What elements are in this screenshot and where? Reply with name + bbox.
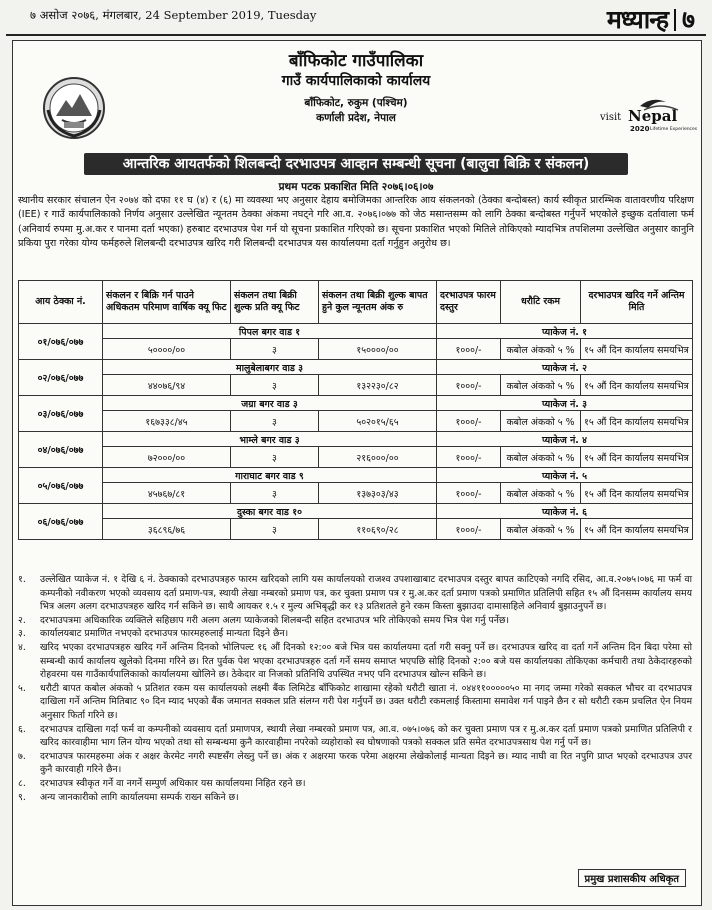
col-header-rate: संकलन तथा बिक्री शुल्क प्रति क्यू फिट — [231, 281, 319, 324]
cell-deadline: १५ औं दिन कार्यालय समयभित्र — [581, 375, 693, 396]
table-row — [19, 483, 693, 504]
header-rule — [6, 34, 706, 36]
page-number: ७ — [681, 5, 694, 34]
cell-deadline: १५ औं दिन कार्यालय समयभित्र — [581, 447, 693, 468]
note-text: उल्लेखित प्याकेज नं. १ देखि ६ नं. ठेक्काको दरभाउपत्रहरु फारम खरिदको लागि यस कार्यालयको राजश्व उपशाखाबाट दरभाउपत्र दस्तुर बापत काटिएको नगदि रसिद, आ.व.२०७५।०७६ मा फर्म वा कम्पनीको नवीकरण भएको व्यवसाय दर्ता प्रमाण-पत्र, स्थायी लेखा नम्बरको प्रमाण पत्र, कर चुक्ता प्रमाण पत्र र मु.अ.कर दर्ता प्रमाण पत्रको प्रमाणित प्रतिलिपी सहित १५ औं दिनसम्म कार्यालय समय भित्र अलग अलग दरभाउपत्रहरु खरिद गर्न सकिने छ। साथै आयकर १.५ र मुल्य अभिबृद्धी कर १३ प्रतिशतले हुने रकम किस्ता बुझाउदा दामासाहिले अनिवार्य बुझाउनुपर्ने छ। — [40, 574, 692, 613]
cell-quantity: ५००००/०० — [103, 339, 231, 360]
col-header-form-fee: दरभाउपत्र फारम दस्तुर — [437, 281, 501, 324]
cell-form-fee: १०००/- — [437, 375, 501, 396]
table-row-package — [19, 360, 693, 375]
cell-contract-no: ०२/०७६/०७७ — [19, 360, 103, 396]
cell-contract-no: ०१/०७६/०७७ — [19, 324, 103, 360]
cell-contract-no: ०५/०७६/०७७ — [19, 468, 103, 504]
cell-total: १३७३०३/४३ — [319, 483, 437, 504]
note-text: दरभाउपत्र फारमहरुमा अंक र अक्षर केरमेट नगरी स्पष्टसँग लेख्नु पर्ने छ। अंक र अक्षरमा फरक परेमा अक्षरमा लेखेकोलाई मान्यता दिइने छ। म्याद नाघी वा रित नपुगि प्राप्त भएको दरभाउपत्र उपर कुनै कारवाही गरिने छैन। — [40, 750, 692, 776]
cell-form-fee: १०००/- — [437, 447, 501, 468]
note-number: ५. — [18, 682, 26, 694]
cell-form-fee: १०००/- — [437, 483, 501, 504]
table-body — [19, 324, 693, 540]
office-subtitle: गाउँ कार्यपालिकाको कार्यालय — [281, 73, 431, 89]
cell-contract-no: ०६/०७६/०७७ — [19, 504, 103, 540]
cell-site: भाम्ले बगर वाड ३ — [103, 432, 437, 447]
terms-list — [18, 573, 692, 804]
note-text: धरौटी बापत कबोल अंकको ५ प्रतिशत रकम यस कार्यालयको लक्ष्मी बैंक लिमिटेड बाँफिकोट शाखामा रहेको धरौटी खाता नं. ०४४११०००००५० मा नगद जम्मा गरेको सक्कल भौचर वा दरभाउपत्र दाखिला गर्ने अन्तिम मितिबाट ९० दिन म्याद भएको बैंक जमानत सक्कल प्रति संलग्न गरी पेश गर्नुपर्ने छ। उक्त धरौटी रकमलाई किस्तामा समावेश गर्न पाइने छैन र सो धरौटी रकम प्रचलित ऐन नियम अनुसार फिर्ता गरिने छ। — [40, 682, 692, 721]
cell-total: १३२२३०/८२ — [319, 375, 437, 396]
table-row-package — [19, 468, 693, 483]
note-number: १. — [18, 574, 26, 585]
list-item — [18, 614, 692, 628]
table-row — [19, 447, 693, 468]
cell-total: ५०२०१५/६५ — [319, 411, 437, 432]
cell-rate: ३ — [231, 447, 319, 468]
office-address-line2: कर्णाली प्रदेश, नेपाल — [316, 112, 396, 124]
newspaper-masthead — [607, 2, 694, 36]
cell-package: प्याकेज नं. ५ — [437, 468, 693, 483]
note-number: ९. — [18, 791, 26, 803]
col-header-contract-no: आय ठेक्का नं. — [19, 281, 103, 324]
cell-total: १५००००/०० — [319, 339, 437, 360]
cell-rate: ३ — [231, 483, 319, 504]
cell-deposit: कबोल अंकको ५ % — [501, 519, 581, 540]
col-header-deadline: दरभाउपत्र खरिद गर्ने अन्तिम मिति — [581, 281, 693, 324]
list-item — [18, 723, 692, 750]
list-item — [18, 573, 692, 614]
cell-site: पिपल बगर वाड १ — [103, 324, 437, 339]
list-item — [18, 682, 692, 723]
cell-rate: ३ — [231, 411, 319, 432]
note-number: ७. — [18, 750, 26, 762]
cell-form-fee: १०००/- — [437, 519, 501, 540]
cell-package: प्याकेज नं. २ — [437, 360, 693, 375]
cell-quantity: १६७३३८/४५ — [103, 411, 231, 432]
visit-year: 2020 — [630, 125, 650, 133]
cell-total: २१६०००/०० — [319, 447, 437, 468]
cell-deposit: कबोल अंकको ५ % — [501, 411, 581, 432]
cell-package: प्याकेज नं. ६ — [437, 504, 693, 519]
note-number: ४. — [18, 641, 26, 653]
col-header-quantity: संकलन र बिक्रि गर्न पाउने अधिकतम परिमाण वार्षिक क्यू फिट — [103, 281, 231, 324]
note-number: २. — [18, 614, 26, 626]
cell-rate: ३ — [231, 519, 319, 540]
visit-word: visit — [600, 112, 622, 123]
cell-package: प्याकेज नं. १ — [437, 324, 693, 339]
cell-deadline: १५ औं दिन कार्यालय समयभित्र — [581, 483, 693, 504]
masthead-divider — [674, 9, 676, 31]
note-text: खरिद भएका दरभाउपत्रहरु खरिद गर्ने अन्तिम दिनको भोलिपल्ट १६ औं दिनको १२:०० बजे भित्र यस कार्यालयमा दर्ता गरी सक्नु पर्ने छ। दरभाउपत्र खरिद वा दर्ता गर्ने अन्तिम दिन बिदा परेमा सो सम्बन्धी कार्य कार्यालय खुलेको दिनमा गरिने छ। रित पुर्वक पेश भएका दरभाउपत्रहरु दर्ता गर्ने समय समाप्त भएपछि सोहि दिनको २:०० बजे यस कार्यालयका तोकिएका कर्मचारी तथा ठेकेदारहरुको रोहवरमा यस गाउँकार्यपालिकाको कार्यालयमा खोलिने छ। ठेकेदार वा निजको प्रतिनिधि उपस्थित नभए पनि दरभाउपत्र खोल्न सकिने छ। — [40, 641, 692, 681]
cell-rate: ३ — [231, 375, 319, 396]
cell-contract-no: ०३/०७६/०७७ — [19, 396, 103, 432]
cell-deadline: १५ औं दिन कार्यालय समयभित्र — [581, 411, 693, 432]
intro-paragraph: स्थानीय सरकार संचालन ऐन २०७४ को दफा ११ घ (४) र (६) मा व्यवस्था भए अनुसार देहाय बमोजिमका आन्तरिक आय संकलनको (ठेक्का बन्दोबस्त) कार्य स्वीकृत प्रारम्भिक वातावरणीय परिक्षण (IEE) र गाउँ कार्यपालिकाको निर्णय अनुसार उल्लेखित न्यूनतम ठेक्का अंकमा नघट्ने गरि आ.व. २०७६।०७७ को जेठ मसान्तसम्म को लागि ठेक्का बन्दोबस्त गर्नुपर्ने भएकोले इच्छुक दर्तावाला फर्म (अनिवार्य रुपमा मु.अ.कर र पानमा दर्ता भएका) हरुबाट दरभाउपत्र पेश गर्न यो सूचना प्रकाशित गरिएको छ। सूचना प्रकाशित भएको मितिले तोकिएको म्यादभित्र तपशिलमा उल्लेखित अनुसार कानुनि प्रकिया पुरा गरेका योग्य फर्महरुले शिलबन्दी दरभाउपत्र खरिद गरी शिलबन्दी दरभाउपत्र यस कार्यालयमा दर्ता गर्नुहुन अनुरोध छ। — [18, 195, 694, 250]
cell-site: मालुबेलाबगर वाड ३ — [103, 360, 437, 375]
list-item — [18, 641, 692, 682]
list-item — [18, 627, 692, 641]
published-date: प्रथम पटक प्रकाशित मिति २०७६।०६।०७ — [278, 181, 434, 193]
cell-form-fee: १०००/- — [437, 411, 501, 432]
cell-deposit: कबोल अंकको ५ % — [501, 339, 581, 360]
list-item — [18, 750, 692, 777]
cell-quantity: ४५७६७/८१ — [103, 483, 231, 504]
table-row — [19, 375, 693, 396]
table-header-row — [19, 281, 693, 324]
table-row-package — [19, 504, 693, 519]
contract-table — [18, 280, 692, 540]
cell-contract-no: ०४/०७६/०७७ — [19, 432, 103, 468]
note-number: ६. — [18, 723, 26, 735]
cell-quantity: ३६८९६/७६ — [103, 519, 231, 540]
table-row-package — [19, 396, 693, 411]
nepal-word: Nepal — [628, 107, 678, 125]
note-number: ८. — [18, 777, 26, 789]
table-row — [19, 411, 693, 432]
note-text: अन्य जानकारीको लागि कार्यालयमा सम्पर्क राख्न सकिने छ। — [40, 791, 239, 803]
note-number: ३. — [18, 628, 26, 640]
table-row-package — [19, 432, 693, 447]
note-text: कार्यालयबाट प्रमाणित नभएको दरभाउपत्र फारमहरुलाई मान्यता दिइने छैन। — [40, 628, 289, 640]
cell-deadline: १५ औं दिन कार्यालय समयभित्र — [581, 519, 693, 540]
note-text: दरभाउपत्रमा अधिकारिक व्यक्तिले सहिछाप गरी अलग अलग प्याकेजको शिलबन्दी सहित दरभाउपत्र भरि तोकिएको समय भित्र पेश गर्नु पर्नेछ। — [40, 614, 509, 626]
signoff-title: प्रमुख प्रशासकीय अधिकृत — [578, 869, 686, 887]
office-name: बाँफिकोट गाउँपालिका — [288, 51, 424, 71]
cell-site: जग्रा बगर वाड ३ — [103, 396, 437, 411]
cell-deadline: १५ औं दिन कार्यालय समयभित्र — [581, 339, 693, 360]
cell-total: ११०६९०/२८ — [319, 519, 437, 540]
col-header-deposit: धरौटि रकम — [501, 281, 581, 324]
col-header-total: संकलन तथा बिक्री शुल्क बापत हुने कुल न्यूनतम अंक रु — [319, 281, 437, 324]
cell-form-fee: १०००/- — [437, 339, 501, 360]
table-row — [19, 519, 693, 540]
cell-deposit: कबोल अंकको ५ % — [501, 447, 581, 468]
cell-quantity: ४४०७६/९४ — [103, 375, 231, 396]
note-text: दरभाउपत्र दाखिला गर्दा फर्म वा कम्पनीको व्यवसाय दर्ता प्रमाणपत्र, स्थायी लेखा नम्बरको प्रमाण पत्र, आ.व. ०७५।०७६ को कर चुक्ता प्रमाण पत्र र मु.अ.कर दर्ता प्रमाण पत्रको प्रमाणित प्रतिलिपी र खरिद कारवाहीमा भाग लिन योग्य भएको तथा सो सम्बन्धमा कुनै कारवाहीमा नपरेको व्यहोराको स्व घोषणाको पत्रको सक्कल प्रति समेत दरभाउपत्रसाथ पेश गर्नु पर्ने छ। — [40, 723, 692, 749]
office-address-line1: बाँफिकोट, रुकुम (पश्चिम) — [304, 97, 408, 109]
cell-rate: ३ — [231, 339, 319, 360]
cell-package: प्याकेज नं. ४ — [437, 432, 693, 447]
newspaper-name: मध्यान्ह — [606, 5, 668, 34]
cell-package: प्याकेज नं. ३ — [437, 396, 693, 411]
table-row — [19, 339, 693, 360]
cell-site: गाराघाट बगर वाड ९ — [103, 468, 437, 483]
visit-tagline: Lifetime Experiences — [650, 127, 698, 132]
cell-deposit: कबोल अंकको ५ % — [501, 375, 581, 396]
table-row-package — [19, 324, 693, 339]
cell-site: दुस्का बगर वाड १० — [103, 504, 437, 519]
cell-quantity: ७२०००/०० — [103, 447, 231, 468]
cell-deposit: कबोल अंकको ५ % — [501, 483, 581, 504]
newspaper-date-line: ७ असोज २०७६, मंगलबार, 24 September 2019, Tuesday — [30, 8, 317, 22]
notice-title-banner: आन्तरिक आयतर्फको शिलबन्दी दरभाउपत्र आव्हान सम्बन्धी सूचना (बालुवा बिक्रि र संकलन) — [84, 153, 628, 175]
list-item — [18, 791, 692, 805]
note-text: दरभाउपत्र स्वीकृत गर्ने वा नगर्ने सम्पुर्ण अधिकार यस कार्यालयमा निहित रहने छ। — [40, 777, 306, 789]
list-item — [18, 777, 692, 791]
